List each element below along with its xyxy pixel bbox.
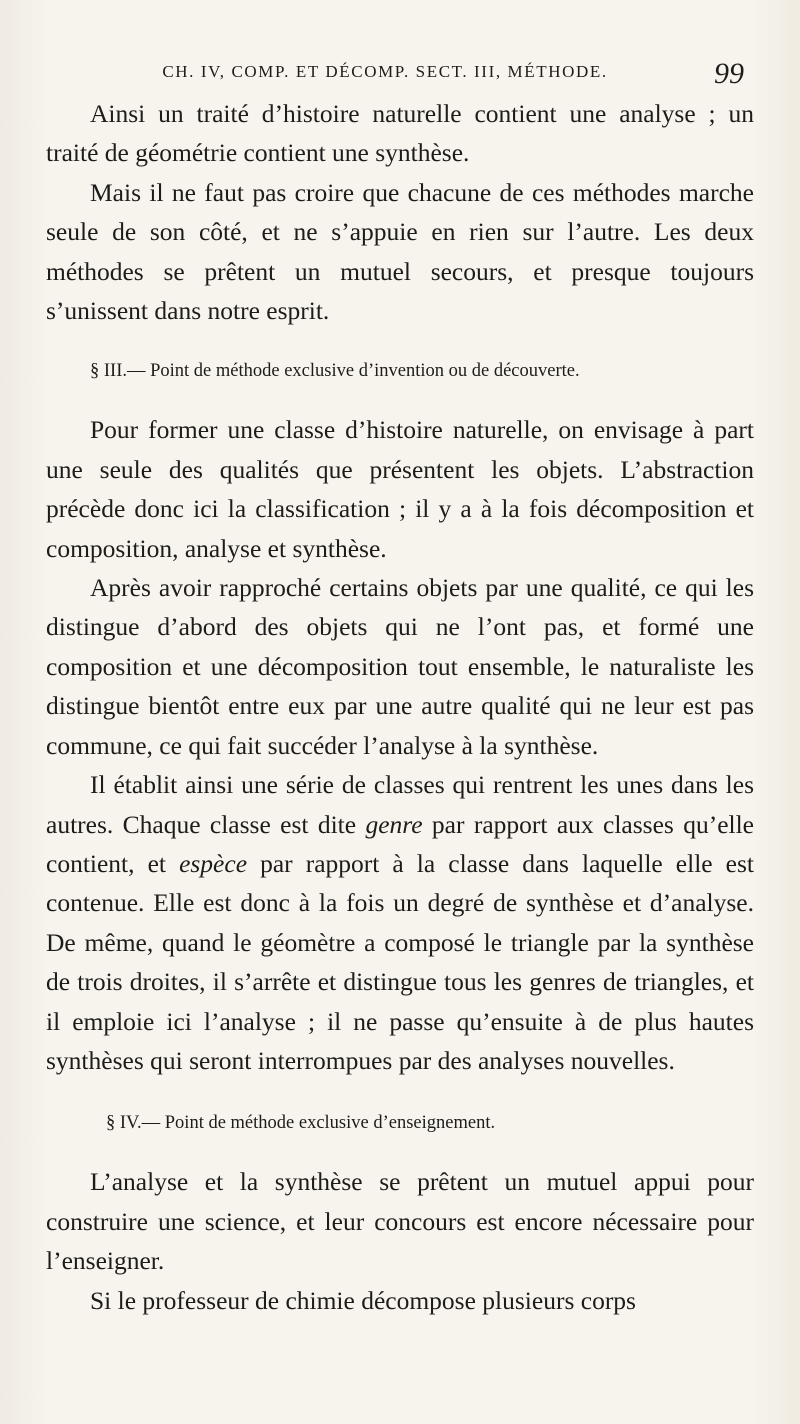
- paragraph: Mais il ne faut pas croire que chacune de ces méthodes marche seule de son côté, et ne s’appuie en rien sur l’autre. Les deux méthodes se prêtent un mutuel secours, et presque toujours s’unissent dans notre esprit.: [46, 177, 754, 326]
- paragraph-text: par rapport à la classe dans laquelle elle est contenue. Elle est donc à la fois un degré de synthèse et d’analyse. De même, quand le géomètre a composé le triangle par la synthèse de trois droites, il s’arrête et distingue tous les genres de triangles, et il emploie ici l’analyse ; il ne passe qu’ensuite à de plus hautes synthèses qui seront interrompues par des analyses nouvelles.: [46, 848, 755, 1075]
- page-number: 99: [714, 57, 744, 90]
- paragraph: Si le professeur de chimie décompose plusieurs corps: [90, 1285, 636, 1315]
- paragraph-text: par rapport aux classes qu’elle contient, et: [46, 809, 755, 878]
- paragraph-text: Il établit ainsi une série de classes qui rentrent les unes dans les autres. Chaque classe est dite: [46, 770, 754, 839]
- paragraph: [46, 765, 754, 1080]
- italic-term: genre: [365, 809, 423, 839]
- paragraph: L’analyse et la synthèse se prêtent un mutuel appui pour construire une science, et leur concours est encore nécessaire pour l’enseigner.: [46, 1167, 754, 1276]
- italic-term: espèce: [179, 848, 248, 878]
- paragraph: Ainsi un traité d’histoire naturelle contient une analyse ; un traité de géométrie contient une synthèse.: [46, 99, 754, 168]
- section-heading: § IV.— Point de méthode exclusive d’enseignement.: [106, 1113, 496, 1134]
- running-title: CH. IV, COMP. ET DÉCOMP. SECT. III, MÉTHODE.: [162, 62, 608, 81]
- paragraph: Après avoir rapproché certains objets par une qualité, ce qui les distingue d’abord des objets qui ne l’ont pas, et formé une composition et une décomposition tout ensemble, le naturaliste les distingue bientôt entre eux par une autre qualité qui ne leur est pas commune, ce qui fait succéder l’analyse à la synthèse.: [46, 573, 754, 760]
- section-heading: § III.— Point de méthode exclusive d’invention ou de découverte.: [90, 361, 580, 382]
- running-head: [46, 52, 754, 92]
- paragraph: Pour former une classe d’histoire naturelle, on envisage à part une seule des qualités que présentent les objets. L’abstraction précède donc ici la classification ; il y a à la fois décomposition et composition, analyse et synthèse.: [46, 415, 754, 563]
